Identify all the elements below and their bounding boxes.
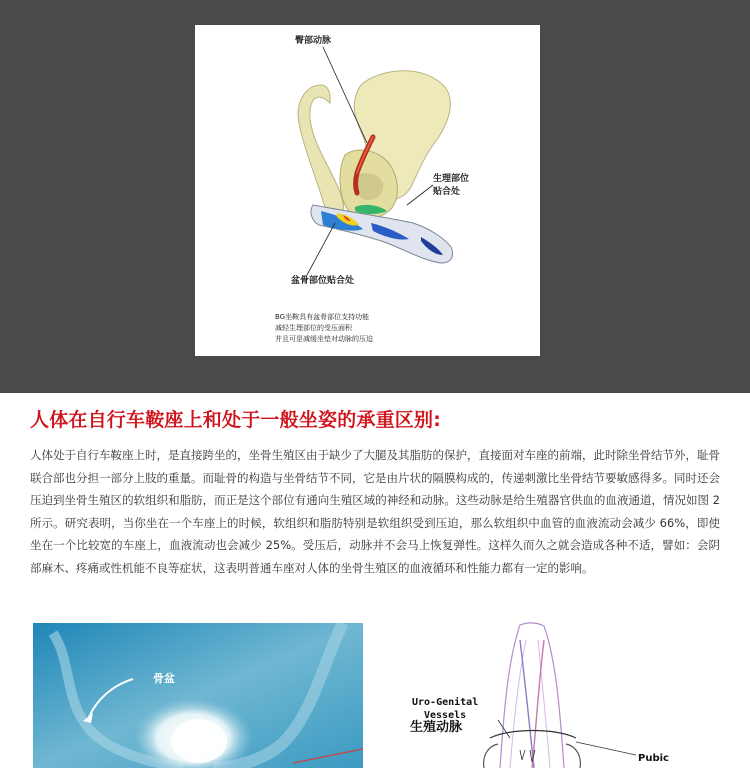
caption-line: 减轻生理部位的受压面积 — [275, 324, 352, 332]
uro-genital-label-line2: Vessels — [424, 710, 467, 721]
artery-label: 臀部动脉 — [295, 36, 332, 46]
saddle-pelvis-figure — [195, 25, 540, 356]
pelvis-xray-image — [33, 623, 363, 768]
pubic-label: Pubic — [638, 753, 669, 764]
anatomy-diagram — [380, 620, 750, 768]
pelvis-illustration — [195, 25, 540, 356]
caption-line: 并且可是减缓坐垫对动脉的压迫 — [275, 335, 373, 343]
pelvis-label: 骨盆 — [153, 672, 175, 685]
contact-label-line2: 贴合处 — [433, 187, 461, 197]
uro-genital-label-cn: 生殖动脉 — [410, 720, 463, 735]
xray-graphic — [33, 623, 363, 768]
pelvic-contact-label: 盆骨部位贴合处 — [291, 276, 355, 286]
contact-label-line1: 生理部位 — [433, 174, 470, 184]
section-headline: 人体在自行车鞍座上和处于一般坐姿的承重区别: — [30, 409, 441, 431]
uro-genital-label-line1: Uro-Genital — [412, 697, 479, 708]
caption-line: BG坐鞍具有盆骨部位支持功能 — [275, 313, 370, 321]
section-body-text: 人体处于自行车鞍座上时，是直接跨坐的，坐骨生殖区由于缺少了大腿及其脂肪的保护，直接面对车座的前端，此时除坐骨结节外，耻骨联合部也分担一部分上肢的重量。而耻骨的构造与坐骨结节不同，它是由片状的隔膜构成的，传递刺激比坐骨结节要敏感得多。同时还会压迫到坐骨生殖区的软组织和脂肪，而正是这个部位有通向生殖区域的神经和动脉。这些动脉是给生殖器官供血的血液通道，情况如图 2 所示。研究表明，当你坐在一个车座上的时候，软组织和脂肪特别是软组织受到压迫，那么软组织中血管的血液流动会减少 66%，即使坐在一个比较宽的车座上，血液流动也会减少 25%。受压后，动脉并不会马上恢复弹性。这样久而久之就会造成各种不适，譬如：会阴部麻木、疼痛或性机能不良等症状，这表明普通车座对人体的坐骨生殖区的血液循环和性能力都有一定的影响。 — [30, 448, 720, 575]
anatomy-graphic — [380, 620, 750, 768]
figure-caption — [275, 312, 373, 345]
